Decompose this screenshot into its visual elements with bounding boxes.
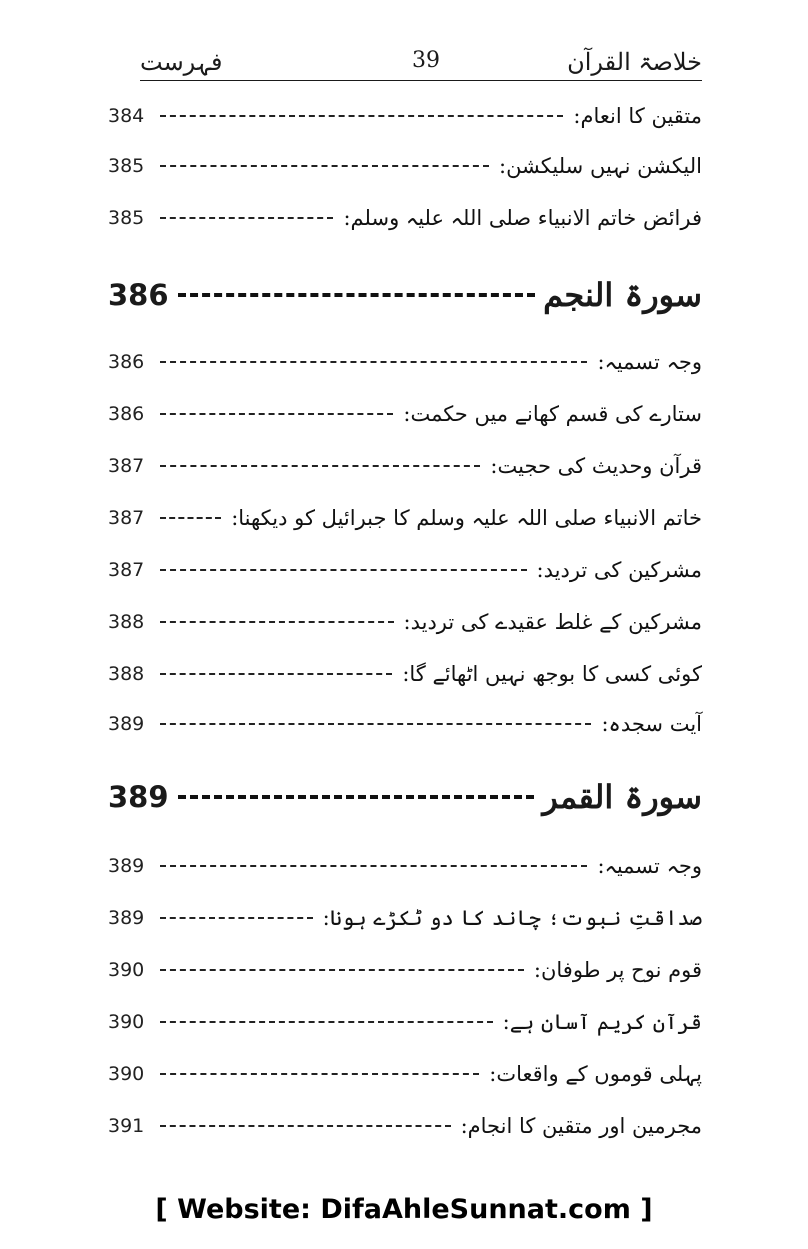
dash-leader [160, 1021, 493, 1023]
entry-page-number: 390 [108, 1063, 145, 1085]
toc-entry [108, 602, 702, 642]
dash-leader [160, 413, 393, 415]
entry-title: فرائض خاتم الانبیاء صلی اللہ علیہ وسلم: [343, 206, 702, 230]
toc-entry [108, 1054, 702, 1094]
dash-leader [160, 1125, 451, 1127]
toc-entry [108, 846, 702, 886]
surah-title: سورۃ القمر [542, 778, 702, 816]
dash-leader [160, 723, 591, 725]
entry-page-number: 385 [108, 155, 145, 177]
header-section-title: فہرست [140, 48, 223, 76]
entry-page-number: 389 [108, 907, 145, 929]
entry-page-number: 386 [108, 403, 145, 425]
toc-entry [108, 198, 702, 238]
toc-entry [108, 704, 702, 744]
dash-leader [160, 517, 221, 519]
surah-heading [108, 770, 702, 824]
toc-entry [108, 550, 702, 590]
dash-leader [160, 865, 587, 867]
header-page-number: 39 [412, 48, 440, 73]
entry-page-number: 388 [108, 611, 145, 633]
toc-entry [108, 950, 702, 990]
surah-title: سورۃ النجم [543, 276, 702, 314]
entry-title: آیت سجدہ: [601, 712, 702, 736]
surah-page-number: 389 [108, 780, 169, 814]
toc-entry [108, 446, 702, 486]
dash-leader [160, 917, 313, 919]
entry-page-number: 389 [108, 855, 145, 877]
dash-leader [160, 361, 587, 363]
dash-leader [160, 465, 480, 467]
entry-page-number: 388 [108, 663, 145, 685]
surah-heading [108, 268, 702, 322]
entry-page-number: 385 [108, 207, 145, 229]
entry-page-number: 384 [108, 105, 145, 127]
toc-entry [108, 146, 702, 186]
entry-title: صداقتِ نبوت؛ چاند کا دو ٹکڑے ہونا: [322, 906, 702, 930]
toc-entry [108, 498, 702, 538]
dash-leader [160, 165, 489, 167]
dash-leader [178, 293, 535, 297]
dash-leader [160, 673, 392, 675]
entry-title: مجرمین اور متقین کا انجام: [460, 1114, 702, 1138]
entry-title: خاتم الانبیاء صلی اللہ علیہ وسلم کا جبرائیل کو دیکھنا: [231, 506, 702, 530]
entry-title: مشرکین کے غلط عقیدے کی تردید: [403, 610, 702, 634]
entry-title: کوئی کسی کا بوجھ نہیں اٹھائے گا: [402, 662, 702, 686]
entry-page-number: 390 [108, 1011, 145, 1033]
toc-entry [108, 96, 702, 136]
dash-leader [178, 795, 534, 799]
entry-page-number: 390 [108, 959, 145, 981]
entry-page-number: 387 [108, 507, 145, 529]
header-rule [140, 80, 702, 81]
entry-title: الیکشن نہیں سلیکشن: [499, 154, 702, 178]
dash-leader [160, 569, 527, 571]
entry-page-number: 386 [108, 351, 145, 373]
entry-title: متقین کا انعام: [573, 104, 702, 128]
entry-page-number: 387 [108, 559, 145, 581]
website-footer: [ Website: DifaAhleSunnat.com ] [155, 1194, 653, 1225]
dash-leader [160, 115, 563, 117]
entry-title: قرآن وحدیث کی حجیت: [490, 454, 702, 478]
dash-leader [160, 217, 333, 219]
entry-title: قرآن کریم آسان ہے: [502, 1010, 702, 1034]
toc-entry [108, 1106, 702, 1146]
entry-page-number: 391 [108, 1115, 145, 1137]
entry-title: پہلی قوموں کے واقعات: [489, 1062, 702, 1086]
toc-entry [108, 342, 702, 382]
dash-leader [160, 621, 394, 623]
toc-entry [108, 1002, 702, 1042]
toc-entry [108, 394, 702, 434]
entry-title: وجہ تسمیہ: [597, 350, 702, 374]
page-header [140, 40, 702, 80]
dash-leader [160, 1073, 479, 1075]
header-book-title: خلاصۃ القرآن [567, 48, 702, 76]
dash-leader [160, 969, 524, 971]
entry-page-number: 389 [108, 713, 145, 735]
entry-title: مشرکین کی تردید: [536, 558, 702, 582]
toc-entry [108, 898, 702, 938]
entry-title: قوم نوح پر طوفان: [533, 958, 702, 982]
entry-title: وجہ تسمیہ: [597, 854, 702, 878]
entry-page-number: 387 [108, 455, 145, 477]
surah-page-number: 386 [108, 278, 169, 312]
entry-title: ستارے کی قسم کھانے میں حکمت: [403, 402, 702, 426]
toc-entry [108, 654, 702, 694]
